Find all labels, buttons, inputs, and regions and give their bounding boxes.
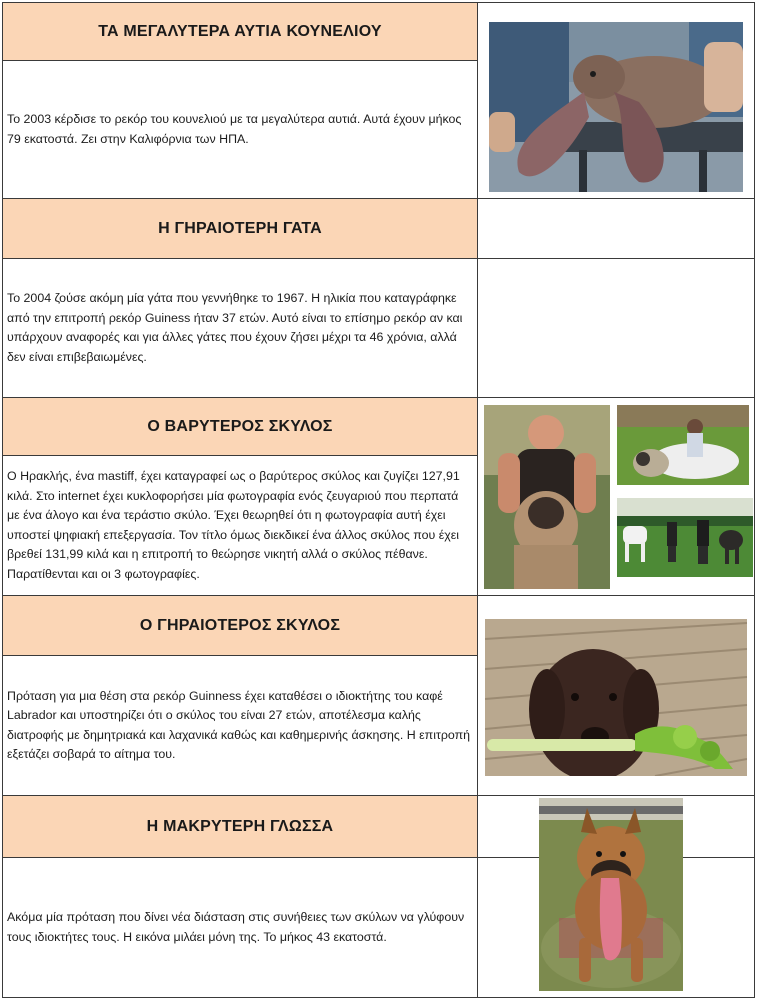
section-4-title: Ο ΓΗΡΑΙΟΤΕΡΟΣ ΣΚΥΛΟΣ bbox=[2, 595, 478, 656]
section-2-image-cell-top bbox=[477, 198, 755, 259]
rabbit-photo bbox=[489, 22, 743, 192]
man-with-mastiff-photo bbox=[484, 405, 610, 589]
section-1-text: Το 2003 κέρδισε το ρεκόρ του κουνελιού με τα μεγαλύτερα αυτιά. Αυτά έχουν μήκος 79 εκατοστά. Ζει στην Καλιφόρνια των ΗΠΑ. bbox=[2, 60, 478, 199]
section-5-text: Ακόμα μία πρόταση που δίνει νέα διάσταση στις συνήθειες των σκύλων να γλύφουν τους ιδιοκτήτες τους. Η εικόνα μιλάει μόνη της. Το μήκος 43 εκατοστά. bbox=[2, 857, 478, 998]
section-1-title: ΤΑ ΜΕΓΑΛΥΤΕΡΑ ΑΥΤΙΑ ΚΟΥΝΕΛΙΟΥ bbox=[2, 2, 478, 61]
woman-with-giant-dog-photo bbox=[617, 405, 749, 485]
labrador-with-celery-photo bbox=[485, 619, 747, 776]
dog-long-tongue-photo bbox=[539, 798, 683, 991]
section-3-title: Ο ΒΑΡΥΤΕΡΟΣ ΣΚΥΛΟΣ bbox=[2, 397, 478, 456]
section-2-text: Το 2004 ζούσε ακόμη μία γάτα που γεννήθηκε το 1967. Η ηλικία που καταγράφηκε από την επιτροπή ρεκόρ Guiness ήταν 37 ετών. Αυτό είναι το επίσημο ρεκόρ αν και υπάρχουν αναφορές και για άλλες γάτες που έχουν ζήσει μέχρι τα 46 χρόνια, αλλά δεν είναι επιβεβαιωμένες. bbox=[2, 258, 478, 398]
section-4-text: Πρόταση για μια θέση στα ρεκόρ Guinness έχει καταθέσει ο ιδιοκτήτης του καφέ Labrador και υποστηρίζει ότι ο σκύλος του είναι 27 ετών, αποτέλεσμα καλής διατροφής με δημητριακά και λαχανικά καθώς και καθημερινής άσκησης. Η επιτροπή εξετάζει σοβαρά το αίτημα του. bbox=[2, 655, 478, 796]
section-5-title: Η ΜΑΚΡΥΤΕΡΗ ΓΛΩΣΣΑ bbox=[2, 795, 478, 858]
section-2-image-cell-bottom bbox=[477, 258, 755, 398]
couple-with-horse-and-dog-photo bbox=[617, 498, 753, 577]
section-3-text: Ο Ηρακλής, ένα mastiff, έχει καταγραφεί ως ο βαρύτερος σκύλος και ζυγίζει 127,91 κιλά. Στο internet έχει κυκλοφορήσει μία φωτογραφία ενός ζευγαριού που περπατά με ένα άλογο και ένα τεράστιο σκύλο. Έχει θεωρηθεί ότι η φωτογραφία αυτή έχει υποστεί ψηφιακή επεξεργασία. Τον τίτλο όμως διεκδικεί ένα άλλος σκύλος που έχει βρεθεί 131,99 κιλά και η επιτροπή το θεώρησε νικητή αλλά ο σκύλος πέθανε. Παρατίθενται και οι 3 φωτογραφίες. bbox=[2, 455, 478, 596]
section-2-title: Η ΓΗΡΑΙΟΤΕΡΗ ΓΑΤΑ bbox=[2, 198, 478, 259]
